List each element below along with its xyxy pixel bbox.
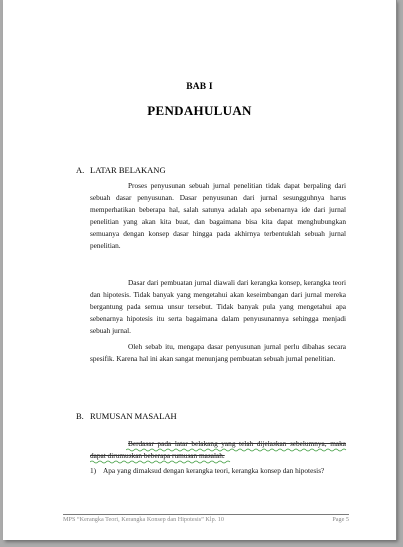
section-title: RUMUSAN MASALAH bbox=[90, 411, 177, 421]
document-page bbox=[3, 0, 396, 540]
footer-divider bbox=[63, 514, 349, 515]
paragraph-3: Oleh sebab itu, mengapa dasar penyusunan jurnal perlu dibahas secara spesifik. Karena hal ini akan sangat menunjang pembuatan sebuah jurnal penelitian. bbox=[90, 342, 346, 364]
paragraph-2: Dasar dari pembuatan jurnal diawali dari kerangka konsep, kerangka teori dan hipotesis. Tidak banyak yang mengetahui akan keseimbangan dari jurnal mereka bergantung pada semua unsur tersebut. Tidak banyak pula yang mengetahui apa sebenarnya hipotesis itu serta bagaimana dalam penyusunannya sehingga menjadi sebuah jurnal. bbox=[90, 278, 346, 336]
footer-title: MPS “Kerangka Teori, Kerangka Konsep dan Hipotesis” Klp. 10 bbox=[63, 516, 224, 523]
paragraph-1: Proses penyusunan sebuah jurnal penelitian tidak dapat berpaling dari sebuah dasar penyusunan. Dasar penyusunan dari jurnal sesungguhnya harus memperhatikan beberapa hal, salah satunya adalah apa sebenarnya ide dari jurnal penelitian yang akan kita buat, dan bagaimana bisa kita dapat menghubungkan semuanya dengan konsep dasar hingga pada akhirnya terbentuklah sebuah jurnal penelitian. bbox=[90, 181, 346, 251]
chapter-title: PENDAHULUAN bbox=[147, 103, 252, 118]
section-number: B. bbox=[76, 411, 84, 421]
section-heading-rumusan-masalah bbox=[76, 411, 177, 421]
rumusan-intro: Berdasar pada latar belakang yang telah dijelaskan sebelumnya, maka dapat dirumuskan beberapa rumusan masalah. bbox=[90, 439, 346, 461]
spellcheck-squiggle bbox=[90, 460, 232, 464]
list-item-text: Apa yang dimaksud dengan kerangka teori, kerangka konsep dan hipotesis? bbox=[103, 466, 325, 475]
section-heading-latar-belakang bbox=[76, 165, 166, 175]
spellcheck-squiggle bbox=[126, 448, 348, 452]
chapter-label: BAB I bbox=[186, 82, 213, 92]
section-title: LATAR BELAKANG bbox=[90, 165, 166, 175]
list-item-number: 1) bbox=[90, 466, 97, 475]
section-number: A. bbox=[76, 165, 85, 175]
page-number: Page 5 bbox=[332, 516, 349, 523]
list-item bbox=[90, 465, 346, 477]
page-footer bbox=[63, 516, 349, 523]
